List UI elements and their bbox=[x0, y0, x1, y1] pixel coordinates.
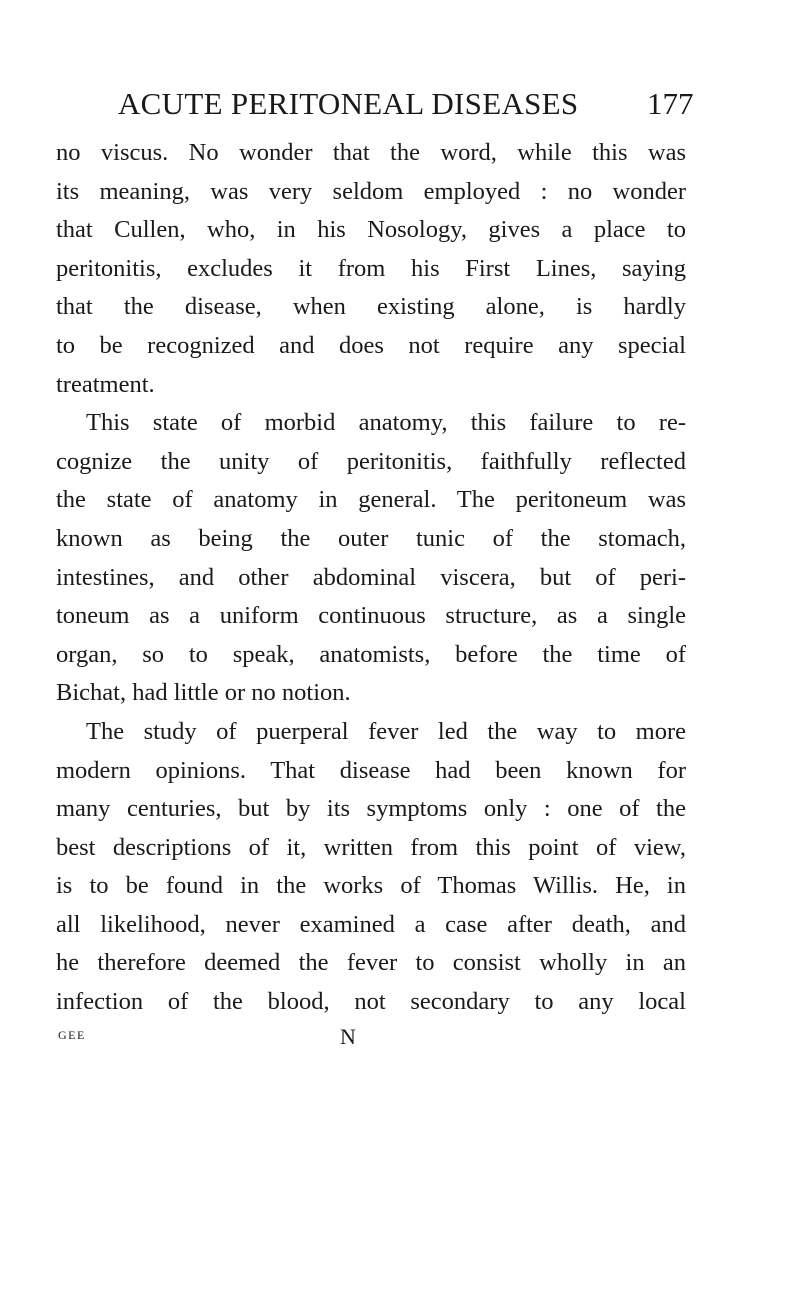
text-line: many centuries, but by its symptoms only : one of the bbox=[56, 795, 686, 823]
text-line: Bichat, had little or no notion. bbox=[56, 679, 351, 707]
paragraph bbox=[56, 134, 686, 404]
page-footer bbox=[0, 1016, 800, 1056]
text-line: to be recognized and does not require any special bbox=[56, 331, 686, 359]
text-line: modern opinions. That disease had been known for bbox=[56, 756, 686, 784]
text-line: he therefore deemed the fever to consist wholly in an bbox=[56, 949, 686, 977]
text-line: intestines, and other abdominal viscera, but of peri- bbox=[56, 563, 686, 591]
body-text bbox=[56, 134, 686, 1022]
paragraph bbox=[56, 404, 686, 713]
running-head bbox=[0, 86, 800, 126]
running-title: ACUTE PERITONEAL DISEASES bbox=[118, 86, 579, 121]
text-line: no viscus. No wonder that the word, while this was bbox=[56, 139, 686, 166]
text-line: toneum as a uniform continuous structure, as a single bbox=[56, 602, 686, 630]
text-line: The study of puerperal fever led the way to more bbox=[86, 717, 686, 745]
text-line: organ, so to speak, anatomists, before the time of bbox=[56, 640, 686, 668]
text-line: its meaning, was very seldom employed : no wonder bbox=[56, 177, 686, 205]
text-line: known as being the outer tunic of the stomach, bbox=[56, 524, 686, 552]
text-line: that Cullen, who, in his Nosology, gives a place to bbox=[56, 216, 686, 244]
printer-signature: GEE bbox=[58, 1028, 86, 1042]
page-number: 177 bbox=[647, 86, 694, 121]
text-line: the state of anatomy in general. The peritoneum was bbox=[56, 486, 686, 514]
text-line: best descriptions of it, written from this point of view, bbox=[56, 833, 686, 861]
paragraph bbox=[56, 713, 686, 1022]
text-line: cognize the unity of peritonitis, faithfully reflected bbox=[56, 447, 686, 475]
text-line: all likelihood, never examined a case after death, and bbox=[56, 910, 686, 938]
text-line: peritonitis, excludes it from his First Lines, saying bbox=[56, 254, 686, 282]
signature-mark: N bbox=[340, 1024, 356, 1049]
text-line: that the disease, when existing alone, is hardly bbox=[56, 293, 686, 321]
text-line: infection of the blood, not secondary to any local bbox=[56, 988, 686, 1016]
text-line: treatment. bbox=[56, 370, 155, 398]
text-line: is to be found in the works of Thomas Willis. He, in bbox=[56, 872, 686, 900]
text-line: This state of morbid anatomy, this failure to re- bbox=[86, 409, 686, 437]
